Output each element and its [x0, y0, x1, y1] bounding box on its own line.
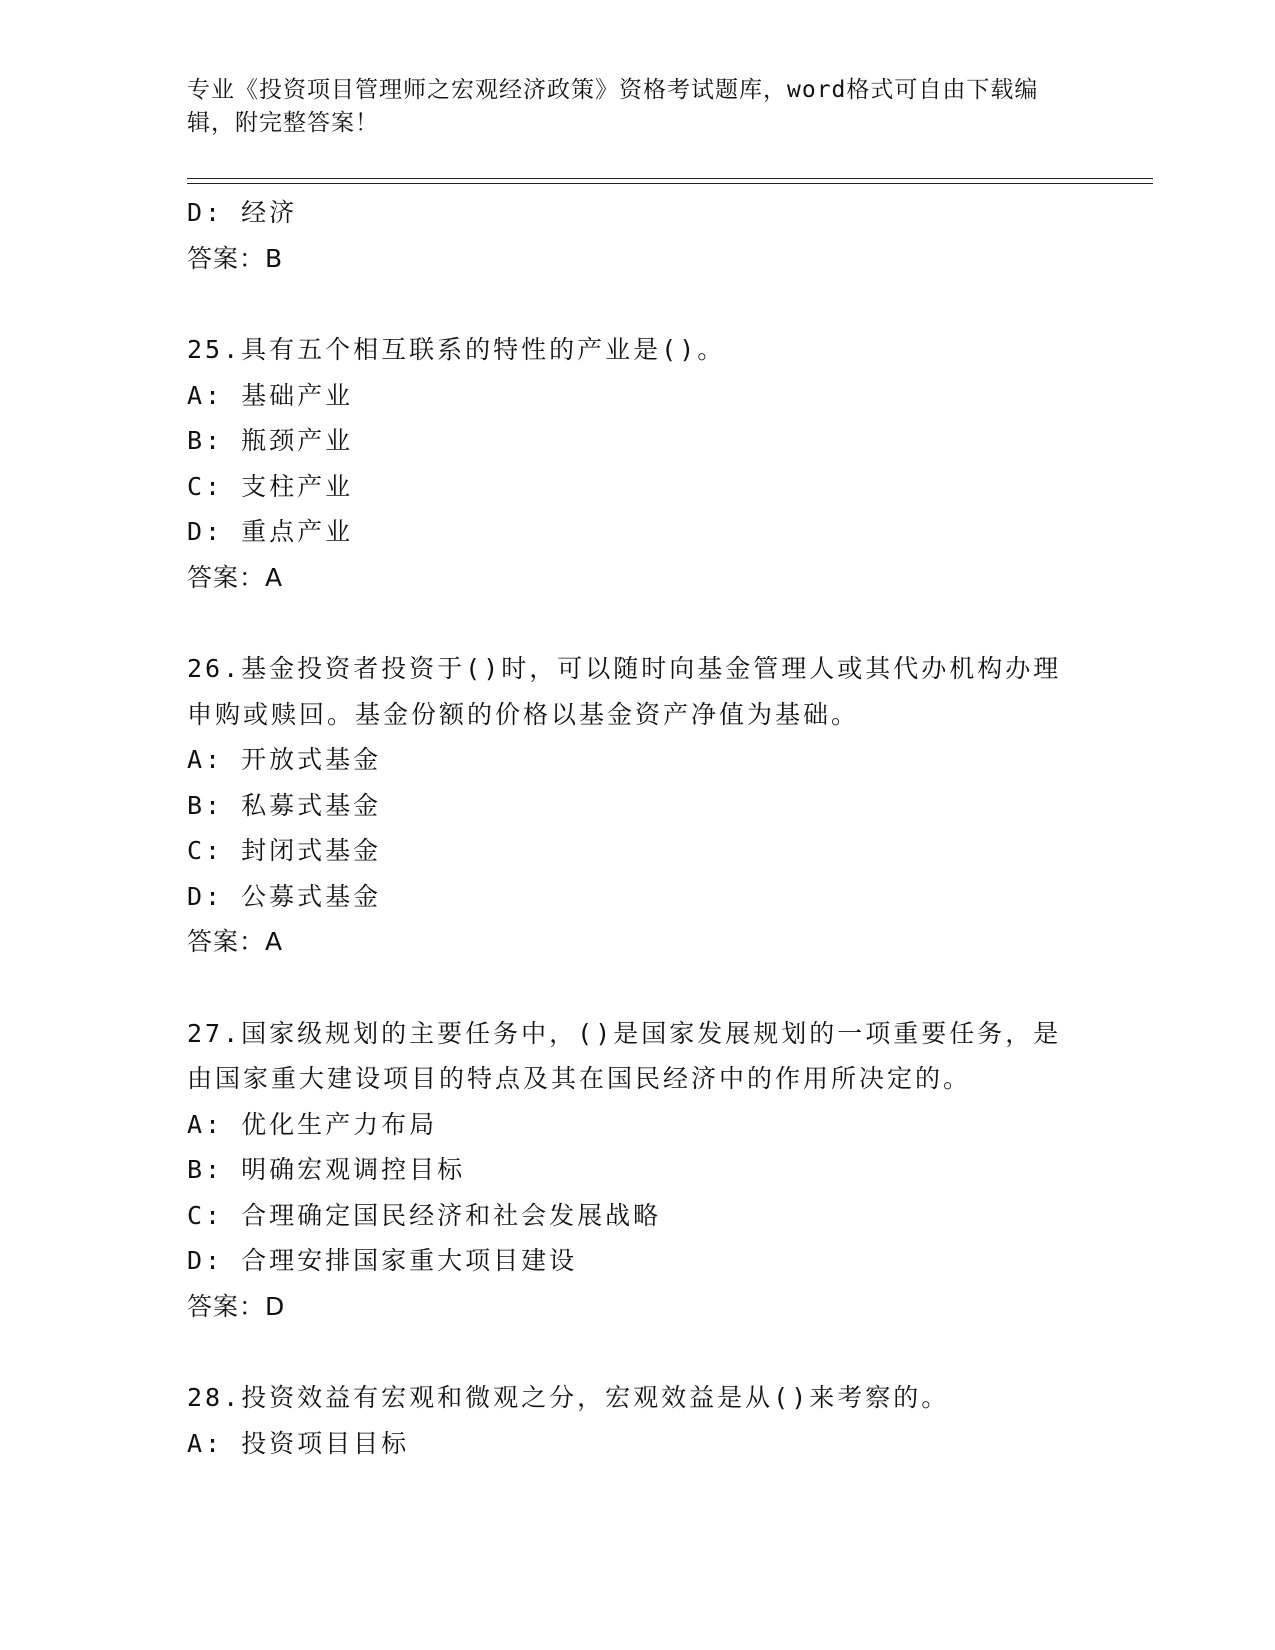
question-stem: 25.具有五个相互联系的特性的产业是()。	[187, 335, 726, 364]
answer: 答案：A	[187, 927, 284, 956]
option-d: D: 合理安排国家重大项目建设	[187, 1246, 578, 1275]
question-stem-line-2: 申购或赎回。基金份额的价格以基金资产净值为基础。	[187, 699, 860, 729]
question-stem: 28.投资效益有宏观和微观之分，宏观效益是从()来考察的。	[187, 1383, 950, 1412]
option-d: D: 公募式基金	[187, 881, 382, 911]
option-b: B: 私募式基金	[187, 790, 382, 820]
question-content	[187, 190, 1087, 1466]
question-stem-line-2: 由国家重大建设项目的特点及其在国民经济中的作用所决定的。	[187, 1064, 972, 1093]
answer-carryover: 答案：B	[187, 243, 284, 273]
page-header	[187, 74, 1067, 140]
header-line-1: 专业《投资项目管理师之宏观经济政策》资格考试题库，word格式可自由下载编	[187, 77, 1039, 103]
answer: 答案：D	[187, 1291, 286, 1321]
header-divider-top	[187, 178, 1153, 179]
option-c: C: 合理确定国民经济和社会发展战略	[187, 1200, 662, 1230]
question-stem-line-1: 26.基金投资者投资于()时，可以随时向基金管理人或其代办机构办理	[187, 654, 1062, 683]
question-25	[187, 327, 1087, 600]
header-line-2: 辑，附完整答案！	[187, 110, 379, 136]
option-d: D: 重点产业	[187, 517, 354, 546]
spacer	[187, 281, 1087, 327]
option-d-carryover: D: 经济	[187, 198, 298, 227]
option-b: B: 瓶颈产业	[187, 426, 354, 455]
option-a: A: 开放式基金	[187, 745, 382, 774]
option-a: A: 投资项目目标	[187, 1428, 410, 1458]
answer: 答案：A	[187, 562, 284, 592]
spacer	[187, 600, 1087, 646]
spacer	[187, 1329, 1087, 1375]
option-c: C: 支柱产业	[187, 471, 354, 501]
header-divider-bottom	[187, 183, 1153, 184]
option-b: B: 明确宏观调控目标	[187, 1155, 466, 1184]
question-28	[187, 1375, 1087, 1466]
option-a: A: 优化生产力布局	[187, 1109, 438, 1139]
option-c: C: 封闭式基金	[187, 836, 382, 865]
spacer	[187, 965, 1087, 1011]
question-27	[187, 1011, 1087, 1330]
question-26	[187, 646, 1087, 965]
question-stem-line-1: 27.国家级规划的主要任务中，()是国家发展规划的一项重要任务，是	[187, 1018, 1062, 1048]
option-a: A: 基础产业	[187, 380, 354, 410]
